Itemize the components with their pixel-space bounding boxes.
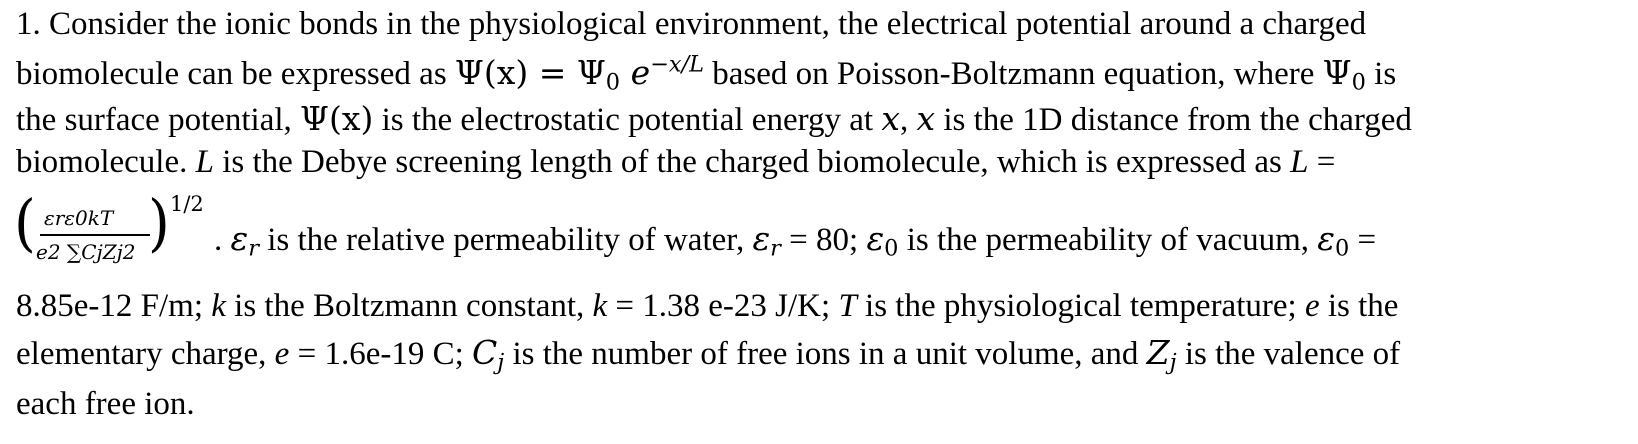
l4-L1: L bbox=[195, 144, 214, 180]
line-1-text: Consider the ionic bonds in the physiological environment, the electrical potential around a charged bbox=[49, 6, 1367, 42]
l6-k2: k bbox=[592, 288, 608, 324]
l6-f: is the bbox=[1319, 288, 1399, 324]
l3-d: is the 1D distance from the charged bbox=[935, 102, 1412, 138]
l2-eq-exp: −x/L bbox=[650, 51, 705, 78]
line-5 bbox=[214, 219, 1377, 262]
left-paren: ( bbox=[14, 187, 36, 260]
line-6 bbox=[16, 290, 1398, 323]
l7-Z: Z bbox=[1146, 333, 1170, 372]
denominator-text: e2 ∑CjZj2 bbox=[36, 240, 136, 264]
l4-c: = bbox=[1308, 144, 1336, 180]
formula-numerator bbox=[44, 206, 113, 230]
l2-eq-sub: 0 bbox=[605, 69, 621, 96]
l5-e02-sub: 0 bbox=[1334, 235, 1350, 262]
l3-c: , bbox=[899, 102, 917, 138]
l5-d: is the permeability of vacuum, bbox=[898, 222, 1318, 258]
l6-k: k bbox=[211, 288, 226, 324]
line-2 bbox=[16, 51, 1397, 96]
l6-a: 8.85e-12 F/m; bbox=[16, 288, 212, 324]
line-3 bbox=[16, 99, 1412, 138]
l7-b: = 1.6e-19 C; bbox=[289, 336, 473, 372]
l7-a: elementary charge, bbox=[16, 336, 275, 372]
numerator-text: εrε0kT bbox=[44, 206, 114, 230]
l5-er-sub: r bbox=[248, 235, 259, 262]
l8-text: each free ion. bbox=[16, 386, 195, 422]
l3-b: is the electrostatic potential energy at bbox=[373, 102, 882, 138]
l2-psi-sub: 0 bbox=[1351, 69, 1366, 96]
line-8 bbox=[16, 388, 195, 421]
problem-number: 1. bbox=[16, 6, 41, 42]
l4-L2: L bbox=[1290, 144, 1309, 180]
line-4 bbox=[16, 146, 1335, 179]
l4-a: biomolecule. bbox=[16, 144, 196, 180]
formula-denominator bbox=[36, 240, 136, 264]
l7-c: is the number of free ions in a unit volume, and bbox=[504, 336, 1147, 372]
l4-b: is the Debye screening length of the charged biomolecule, which is expressed as bbox=[213, 144, 1291, 180]
l5-e0: ε bbox=[866, 219, 885, 258]
line-1 bbox=[16, 8, 1366, 41]
l3-x1: x bbox=[881, 99, 900, 138]
l5-c: = 80; bbox=[780, 222, 867, 258]
l2-a: biomolecule can be expressed as bbox=[16, 56, 455, 92]
l5-e02: ε bbox=[1317, 219, 1335, 258]
l6-b: is the Boltzmann constant, bbox=[225, 288, 593, 324]
l7-e: e bbox=[274, 336, 290, 372]
l2-b: based on Poisson-Boltzmann equation, where bbox=[704, 56, 1323, 92]
l5-e: = bbox=[1349, 222, 1377, 258]
l5-b: is the relative permeability of water, bbox=[258, 222, 753, 258]
l6-e: e bbox=[1304, 288, 1320, 324]
l7-d: is the valence of bbox=[1176, 336, 1401, 372]
l3-a: the surface potential, bbox=[16, 102, 301, 138]
l2-eq-e: e bbox=[620, 53, 651, 92]
l2-psi: Ψ bbox=[1322, 53, 1352, 92]
l3-x2: x bbox=[916, 99, 936, 138]
l5-er2-sub: r bbox=[770, 235, 781, 262]
l5-a: . bbox=[214, 222, 231, 258]
l2-c: is bbox=[1365, 56, 1397, 92]
right-paren: ) bbox=[148, 187, 170, 260]
l2-eq: Ψ(x) = Ψ bbox=[454, 53, 606, 92]
formula-exponent: 1/2 bbox=[170, 192, 204, 216]
l6-d: is the physiological temperature; bbox=[856, 288, 1305, 324]
l5-er2: ε bbox=[752, 219, 771, 258]
l5-e0-sub: 0 bbox=[884, 235, 899, 262]
fraction-bar bbox=[40, 234, 150, 236]
l6-c: = 1.38 e-23 J/K; bbox=[607, 288, 839, 324]
line-7 bbox=[16, 333, 1401, 376]
l7-C: C bbox=[472, 333, 498, 372]
l7-C-sub: j bbox=[497, 349, 505, 376]
l5-er: ε bbox=[230, 219, 249, 258]
l6-T: T bbox=[838, 288, 857, 324]
l7-Z-sub: j bbox=[1169, 349, 1177, 376]
l3-psix: Ψ(x) bbox=[300, 99, 374, 138]
